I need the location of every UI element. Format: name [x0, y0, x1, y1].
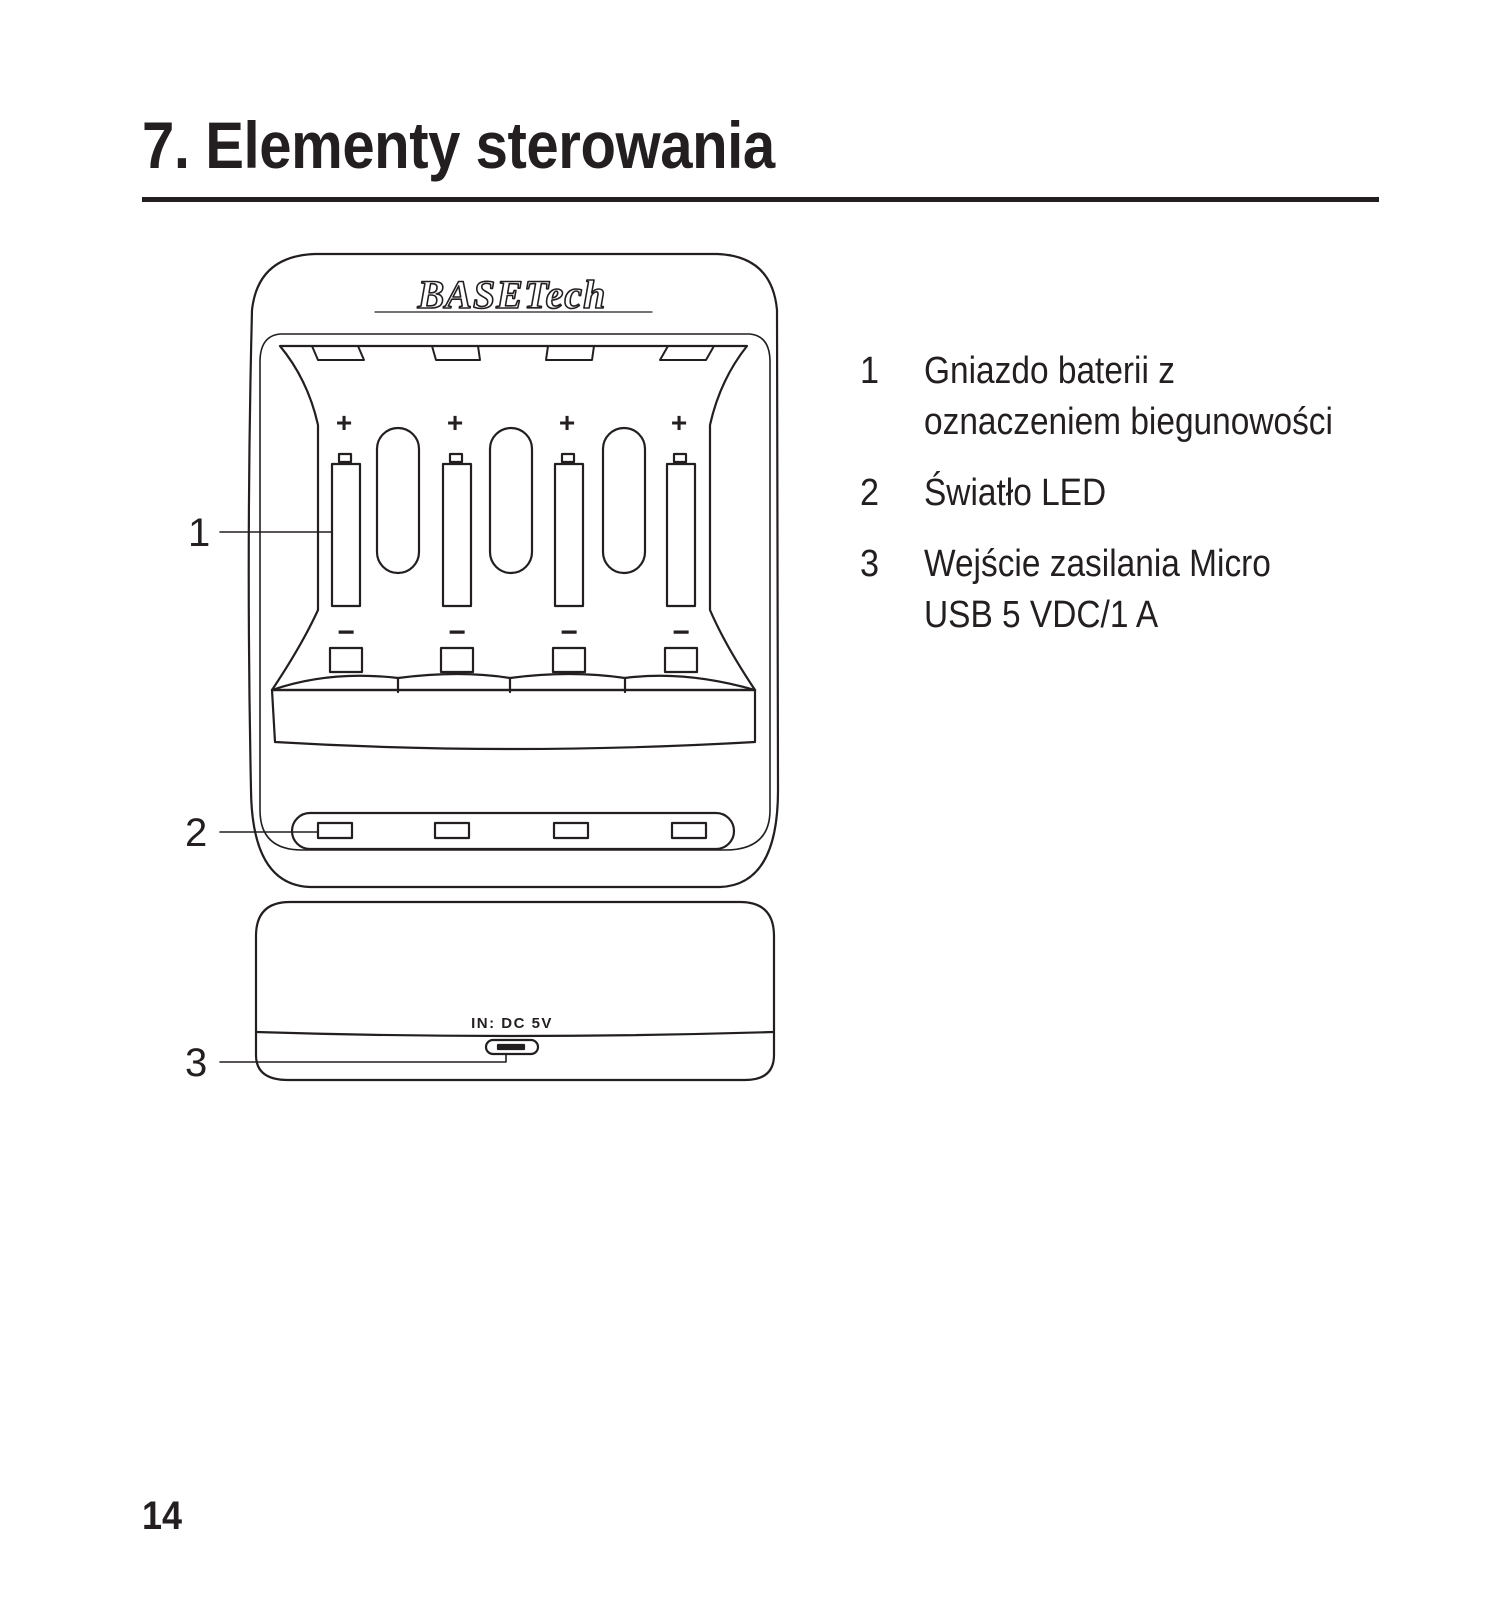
- legend-number: 3: [860, 543, 880, 585]
- legend-item-2: [860, 468, 1400, 519]
- minus-sign: −: [448, 616, 466, 649]
- title-underline: [142, 197, 1379, 202]
- page-number: 14: [142, 1494, 183, 1538]
- legend-item-1: [860, 346, 1400, 448]
- plus-sign: +: [446, 407, 464, 438]
- callout-leaders: [220, 532, 506, 1062]
- basetech-logo: BASETech: [417, 272, 607, 317]
- port-label: IN: DC 5V: [471, 1015, 553, 1032]
- legend-text: Światło LED: [924, 472, 1107, 514]
- top-clips: [312, 346, 714, 360]
- minus-sign: −: [560, 616, 578, 649]
- callout-3: 3: [185, 1041, 208, 1085]
- legend-number: 2: [860, 472, 880, 514]
- callout-2: 2: [185, 811, 208, 855]
- legend-number: 1: [860, 350, 880, 392]
- legend: [860, 346, 1400, 661]
- legend-text: Gniazdo baterii z oznaczeniem biegunowości: [924, 350, 1333, 443]
- legend-text: Wejście zasilania Micro USB 5 VDC/1 A: [924, 543, 1271, 636]
- base-seam: [256, 1032, 774, 1036]
- plus-sign: +: [335, 407, 353, 438]
- charger-body-outline: [249, 254, 778, 887]
- page-title: 7. Elementy sterowania: [142, 108, 775, 182]
- front-lip: [272, 674, 755, 749]
- plus-sign: +: [670, 407, 688, 438]
- battery-slot-4: [665, 407, 697, 672]
- battery-slot-3: [553, 407, 585, 672]
- battery-slot-2: [441, 407, 473, 672]
- plus-sign: +: [558, 407, 576, 438]
- minus-sign: −: [672, 616, 690, 649]
- battery-slot-1: [330, 407, 362, 672]
- led-strip: [292, 813, 734, 849]
- minus-sign: −: [337, 616, 355, 649]
- charger-diagram: [180, 250, 820, 1130]
- callout-1: 1: [188, 511, 211, 555]
- slot-separators: [377, 428, 645, 573]
- legend-item-3: [860, 539, 1400, 641]
